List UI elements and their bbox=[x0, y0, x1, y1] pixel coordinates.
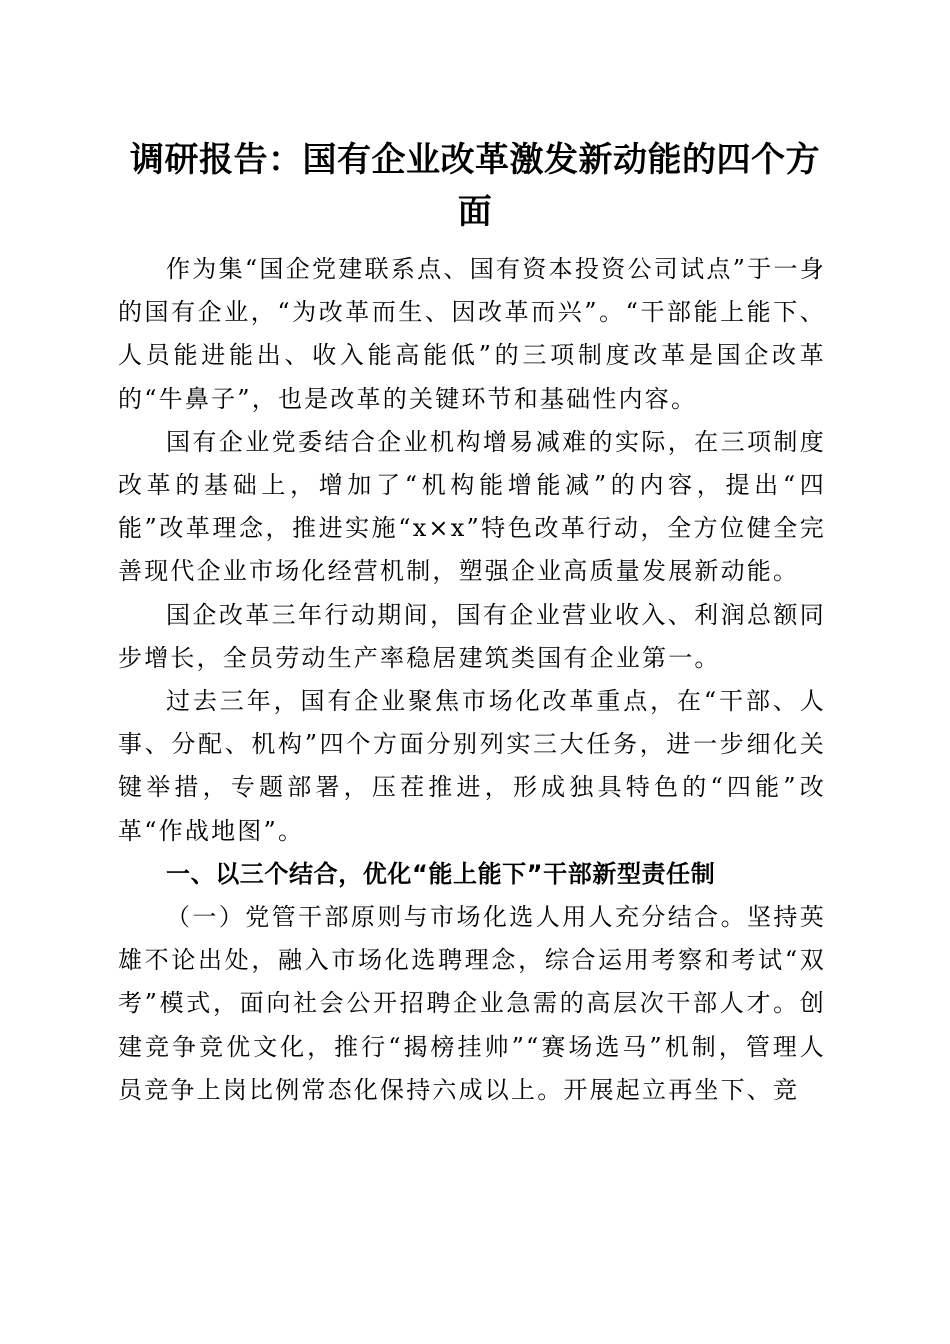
paragraph-intro: 作为集“国企党建联系点、国有资本投资公司试点”于一身的国有企业，“为改革而生、因改革而兴”。“干部能上能下、人员能进能出、收入能高能低”的三项制度改革是国企改革的“牛鼻子”，也是改革的关键环节和基础性内容。 bbox=[118, 255, 826, 413]
paragraph-past-three-years: 过去三年，国有企业聚焦市场化改革重点，在“干部、人事、分配、机构”四个方面分别列实三大任务，进一步细化关键举措，专题部署，压茬推进，形成独具特色的“四能”改革“作战地图”。 bbox=[118, 687, 826, 845]
sub-paragraph-one: （一）党管干部原则与市场化选人用人充分结合。坚持英雄不论出处，融入市场化选聘理念，综合运用考察和考试“双考”模式，面向社会公开招聘企业急需的高层次干部人才。创建竞争竞优文化，推行“揭榜挂帅”“赛场选马”机制，管理人员竞争上岗比例常态化保持六成以上。开展起立再坐下、竞 bbox=[118, 903, 826, 1104]
paragraph-four-abilities: 国有企业党委结合企业机构增易减难的实际，在三项制度改革的基础上，增加了“机构能增能减”的内容，提出“四能”改革理念，推进实施“x×x”特色改革行动，全方位健全完善现代企业市场化经营机制，塑强企业高质量发展新动能。 bbox=[118, 427, 826, 586]
document-body bbox=[118, 248, 826, 1112]
document-title: 调研报告：国有企业改革激发新动能的四个方面 bbox=[130, 140, 820, 232]
paragraph-three-year-action: 国企改革三年行动期间，国有企业营业收入、利润总额同步增长，全员劳动生产率稳居建筑类国有企业第一。 bbox=[118, 600, 826, 672]
section-heading-one: 一、以三个结合，优化“能上能下”干部新型责任制 bbox=[166, 859, 716, 888]
